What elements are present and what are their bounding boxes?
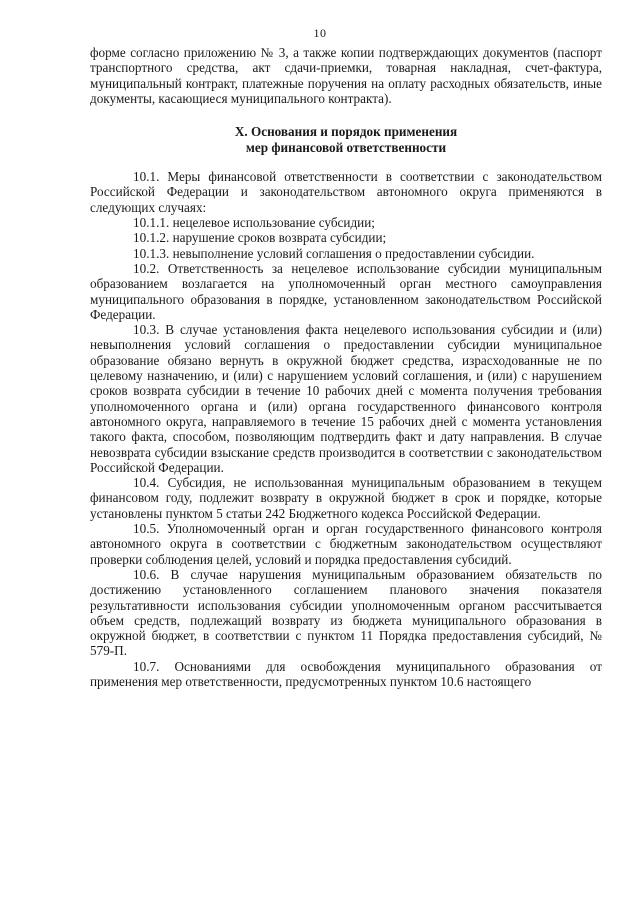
paragraph-10-1: 10.1. Меры финансовой ответственности в соответствии с законодательством Российской Федерации и законодательством автономного округа применяются в следующих случаях: bbox=[90, 169, 602, 215]
intro-paragraph: форме согласно приложению № 3, а также копии подтверждающих документов (паспорт транспортного средства, акт сдачи-приемки, товарная накладная, счет-фактура, муниципальный контракт, платежные поручения на оплату расходных обязательств, иные документы, касающиеся муниципального контракта). bbox=[90, 45, 602, 106]
paragraph-10-5: 10.5. Уполномоченный орган и орган государственного финансового контроля автономного округа в соответствии с бюджетным законодательством осуществляют проверки соблюдения целей, условий и порядка предоставления субсидий. bbox=[90, 521, 602, 567]
document-body bbox=[90, 45, 602, 689]
paragraph-10-1-1: 10.1.1. нецелевое использование субсидии; bbox=[133, 215, 375, 231]
section-title-line-1: X. Основания и порядок применения bbox=[234, 124, 458, 140]
paragraph-10-2: 10.2. Ответственность за нецелевое использование субсидии муниципальным образованием возлагается на уполномоченный орган местного самоуправления муниципального образования в порядке, установленном законодательством Российской Федерации. bbox=[90, 260, 602, 322]
page-number: 10 bbox=[313, 26, 327, 40]
paragraph-10-7: 10.7. Основаниями для освобождения муниципального образования от применения мер ответственности, предусмотренных пунктом 10.6 настоящего bbox=[90, 658, 602, 689]
section-heading bbox=[90, 124, 602, 155]
paragraph-10-1-3: 10.1.3. невыполнение условий соглашения о предоставлении субсидии. bbox=[133, 245, 535, 261]
paragraph-10-3: 10.3. В случае установления факта нецелевого использования субсидии и (или) невыполнения условий соглашения о предоставлении субсидии муниципальное образование обязано вернуть в окружной бюджет средства, израсходованные не по целевому назначению, и (или) с нарушением условий соглашения, и (или) с нарушением сроков возврата субсидии в течение 10 рабочих дней с момента получения требования уполномоченного органа и (или) органа государственного финансового контроля автономного округа, направляемого в течение 15 рабочих дней с момента установления такого факта, способом, позволяющим подтвердить факт и дату направления. В случае невозврата субсидии взыскание средств производится в соответствии с законодательством Российской Федерации. bbox=[90, 322, 602, 475]
section-title-line-2: мер финансовой ответственности bbox=[245, 139, 447, 155]
paragraph-10-6: 10.6. В случае нарушения муниципальным образованием обязательств по достижению установленного соглашением планового значения показателя результативности использования субсидии уполномоченным органом рассчитывается объем средств, подлежащий возврату из бюджета муниципального образования в окружной бюджет, в соответствии с пунктом 11 Порядка предоставления субсидий, № 579-П. bbox=[90, 566, 602, 659]
paragraph-10-1-2: 10.1.2. нарушение сроков возврата субсидии; bbox=[133, 230, 387, 246]
paragraph-10-4: 10.4. Субсидия, не использованная муниципальным образованием в текущем финансовом году, подлежит возврату в окружной бюджет в срок и порядке, которые установлены пунктом 5 статьи 242 Бюджетного кодекса Российской Федерации. bbox=[90, 475, 602, 521]
